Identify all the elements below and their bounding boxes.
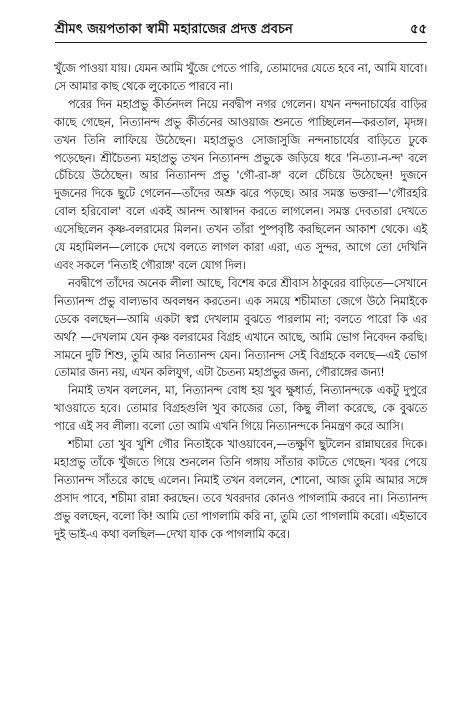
- paragraph-4: নিমাই তখন বললেন, মা, নিত্যানন্দ বোধ হয় খুব ক্ষুধার্ত, নিত্যানন্দকে একটু দুপুরে খাওয়াতে হবে। তোমার বিগ্রহগুলি খুব কাজের তো, কিছু লীলা করেছে, কে বুঝতে পারে এই সব লীলা। বলো তো আমি এখনি গিয়ে নিত্যানন্দকে নিমন্ত্রণ করে আসি।: [54, 384, 427, 434]
- paragraph-1: খুঁজে পাওয়া যায়। যেমন আমি খুঁজে পেতে পারি, তোমাদের যেতে হবে না, আমি যাবো। সে আমার কাছ থেকে লুকোতে পারবে না।: [54, 62, 427, 93]
- paragraph-5: শচীমা তো খুব খুশি গৌর নিতাইকে খাওয়াবেন,—তক্ষুণি ছুটলেন রান্নাঘরের দিকে। মহাপ্রভু তাঁকে খুঁজতে গিয়ে শুনলেন তিনি গঙ্গায় সাঁতার কাটতে গেছেন। খবর পেয়ে নিত্যানন্দ সাঁতরে কাছে এলেন। নিমাই তখন বললেন, শোনো, আজ তুমি আমার সঙ্গে প্রসাদ পাবে, শচীমা রান্না করছেন। তবে খবরদার কোনও পাগলামি করবে না। নিত্যানন্দ প্রভু বলছেন, বলো কি! আমি তো পাগলামি করি না, তুমি তো পাগলামি করো। এইভাবে দুই ভাই-এ কথা বলছিল—দেখা যাক কে পাগলামি করে।: [54, 438, 427, 541]
- paragraph-2: পরের দিন মহাপ্রভু কীর্তনদল নিয়ে নবদ্বীপ নগর গেলেন। যখন নন্দনাচার্যের বাড়ির কাছে গেছেন, নিত্যানন্দ প্রভু কীর্তনের আওয়াজ শুনতে পাচ্ছিলেন—করতাল, মৃদঙ্গ। তখন তিনি লাফিয়ে উঠেছেন। মহাপ্রভুও সোজাসুজি নন্দনাচার্যের বাড়িতে ঢুকে পড়েছেন। শ্রীচৈতন্য মহাপ্রভু তখন নিত্যানন্দ প্রভুকে জড়িয়ে ধরে 'নি-ত্যা-ন-ন্দ' বলে চেঁচিয়ে উঠেছেন। আর নিত্যানন্দ প্রভু 'গৌ-রা-ঙ্গ' বলে চেঁচিয়ে উঠেছেন! দুজনে দুজনের দিকে ছুটে গেলেন—তাঁদের অশ্রু ঝরে পড়ছে। আর সমস্ত ভক্তরা—'গৌরহরি বোল হরিবোল' বলে একই আনন্দ আস্বাদন করতে লাগলেন। সমস্ত দেবতারা দেখতে এসেছিলেন কৃষ্ণ-বলরামের মিলন। তখন তাঁরা পুষ্পবৃষ্টি করছিলেন আকাশ থেকে। এই যে মহামিলন—লোকে দেখে বলতে লাগল কারা এরা, এত সুন্দর, আগে তো দেখিনি এবং সকলে 'নিতাই গৌরাঙ্গ' বলে যোগ দিল।: [54, 97, 427, 272]
- paragraph-3: নবদ্বীপে তাঁদের অনেক লীলা আছে, বিশেষ করে শ্রীবাস ঠাকুরের বাড়িতে—সেখানে নিত্যানন্দ প্রভু বাল্যভাব অবলম্বন করতেন। এক সময়ে শচীমাতা জেগে উঠে নিমাইকে ডেকে বলছেন—আমি একটা স্বপ্ন দেখলাম বুঝতে পারলাম না; বলতে পারো কি এর অর্থ? —দেখলাম যেন কৃষ্ণ বলরামের বিগ্রহ এখানে আছে, আমি ভোগ নিবেদন করছি। সামনে দুটি শিশু, তুমি আর নিত্যানন্দ যেন। নিত্যানন্দ সেই বিগ্রহকে বলছে—এই ভোগ তোমার জন্য নয়, এখন কলিযুগ, এটা চৈতন্য মহাপ্রভুর জন্য, গৌরাঙ্গের জন্য!: [54, 276, 427, 380]
- page-number: ৫৫: [410, 22, 427, 37]
- running-header: [55, 4, 427, 43]
- running-title: শ্রীমৎ জয়পতাকা স্বামী মহারাজের প্রদত্ত প্রবচন: [55, 22, 293, 37]
- body-text: [54, 60, 427, 543]
